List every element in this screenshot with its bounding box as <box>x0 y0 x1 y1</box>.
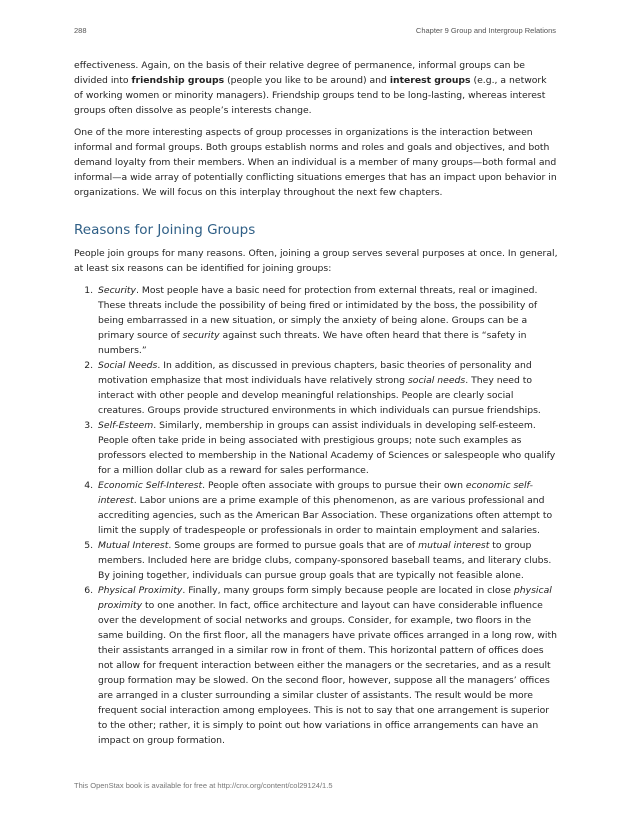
section-lead: People join groups for many reasons. Often, joining a group serves several purposes at once. In general, at least six reasons can be identified for joining groups: <box>74 248 558 274</box>
paragraph-informal-groups <box>74 58 558 118</box>
item-text: . Labor unions are a prime example of this phenomenon, as are various professional and accrediting agencies, such as the American Bar Association. These organizations often attempt to limit the supply of tradespeople or professionals in order to maintain employment and salaries. <box>98 495 553 536</box>
list-item-self-esteem <box>96 418 558 478</box>
page-number: 288 <box>74 26 87 35</box>
reasons-list <box>74 283 558 748</box>
paragraph-text: (people you like to be around) and <box>224 75 390 86</box>
item-text: . Finally, many groups form simply because people are located in close <box>182 585 514 596</box>
list-item-security <box>96 283 558 358</box>
chapter-title: Chapter 9 Group and Intergroup Relations <box>415 26 556 35</box>
term-interest-groups: interest groups <box>389 75 471 86</box>
item-text: to group members. Included here are bridge clubs, company-sponsored baseball teams, and literary clubs. By joining together, individuals can pursue group goals that are typically not feasible alone. <box>98 540 552 581</box>
item-text: to one another. In fact, office architecture and layout can have considerable influence over the development of social networks and groups. Consider, for example, two floors in the same building. On the first floor, all the managers have private offices arranged in a long row, with their assistants arranged in a similar row in front of them. This horizontal pattern of offices does not allow for frequent interaction between either the managers or the secretaries, and as a result group formation may be slowed. On the second floor, however, suppose all the managers’ offices are arranged in a cluster surrounding a similar cluster of assistants. The result would be more frequent social interaction among employees. This is not to say that one arrangement is superior to the other; rather, it is simply to point out how variations in office arrangements can have an impact on group formation. <box>98 600 557 746</box>
list-item-economic-self-interest <box>96 478 558 538</box>
item-term: Social Needs <box>98 360 158 371</box>
item-term: Self-Esteem <box>98 420 154 431</box>
list-item-physical-proximity <box>96 583 558 748</box>
item-emphasis: security <box>182 330 220 341</box>
list-item-mutual-interest <box>96 538 558 583</box>
item-term: Physical Proximity <box>98 585 183 596</box>
page-footer: This OpenStax book is available for free at http://cnx.org/content/col29124/1.5 <box>74 781 333 790</box>
item-term: Economic Self-Interest <box>98 480 203 491</box>
item-emphasis: mutual interest <box>418 540 490 551</box>
item-text: . Most people have a basic need for protection from external threats, real or imagined. These threats include the possibility of being fired or intimidated by the boss, the possibility of being embarrassed in a new situation, or simply the anxiety of being alone. Groups can be a primary source of <box>98 285 538 341</box>
item-text: against such threats. We have often heard that there is “safety in numbers.” <box>98 330 527 356</box>
paragraph-group-interaction: One of the more interesting aspects of group processes in organizations is the interaction between informal and formal groups. Both groups establish norms and roles and goals and objectives, and both demand loyalty from their members. When an individual is a member of many groups—both formal and informal—a wide array of potentially conflicting situations emerges that has an impact upon behavior in organizations. We will focus on this interplay throughout the next few chapters. <box>74 127 557 198</box>
item-term: Mutual Interest <box>98 540 169 551</box>
item-emphasis: physical proximity <box>98 585 552 611</box>
paragraph-text: (e.g., a network of working women or minority managers). Friendship groups tend to be long-lasting, whereas interest groups often dissolve as people’s interests change. <box>74 75 547 116</box>
item-text: . Some groups are formed to pursue goals that are of <box>168 540 419 551</box>
item-emphasis: social needs <box>407 375 466 386</box>
section-heading: Reasons for Joining Groups <box>74 222 256 238</box>
item-text: . Similarly, membership in groups can assist individuals in developing self-esteem. People often take pride in being associated with prestigious groups; note such examples as professors elected to membership in the National Academy of Sciences or salespeople who qualify for a million dollar club as a reward for sales performance. <box>98 420 556 476</box>
body-content <box>74 58 558 748</box>
paragraph-text: effectiveness. Again, on the basis of their relative degree of permanence, informal groups can be divided into <box>74 60 525 86</box>
item-term: Security <box>98 285 136 296</box>
item-text: . In addition, as discussed in previous chapters, basic theories of personality and motivation emphasize that most individuals have relatively strong <box>98 360 532 386</box>
item-emphasis: economic self-interest <box>98 480 533 506</box>
term-friendship-groups: friendship groups <box>131 75 225 86</box>
list-item-social-needs <box>96 358 558 418</box>
item-text: . They need to interact with other people and develop meaningful relationships. People are clearly social creatures. Groups provide structured environments in which individuals can pursue friendships. <box>98 375 541 416</box>
item-text: . People often associate with groups to pursue their own <box>202 480 466 491</box>
